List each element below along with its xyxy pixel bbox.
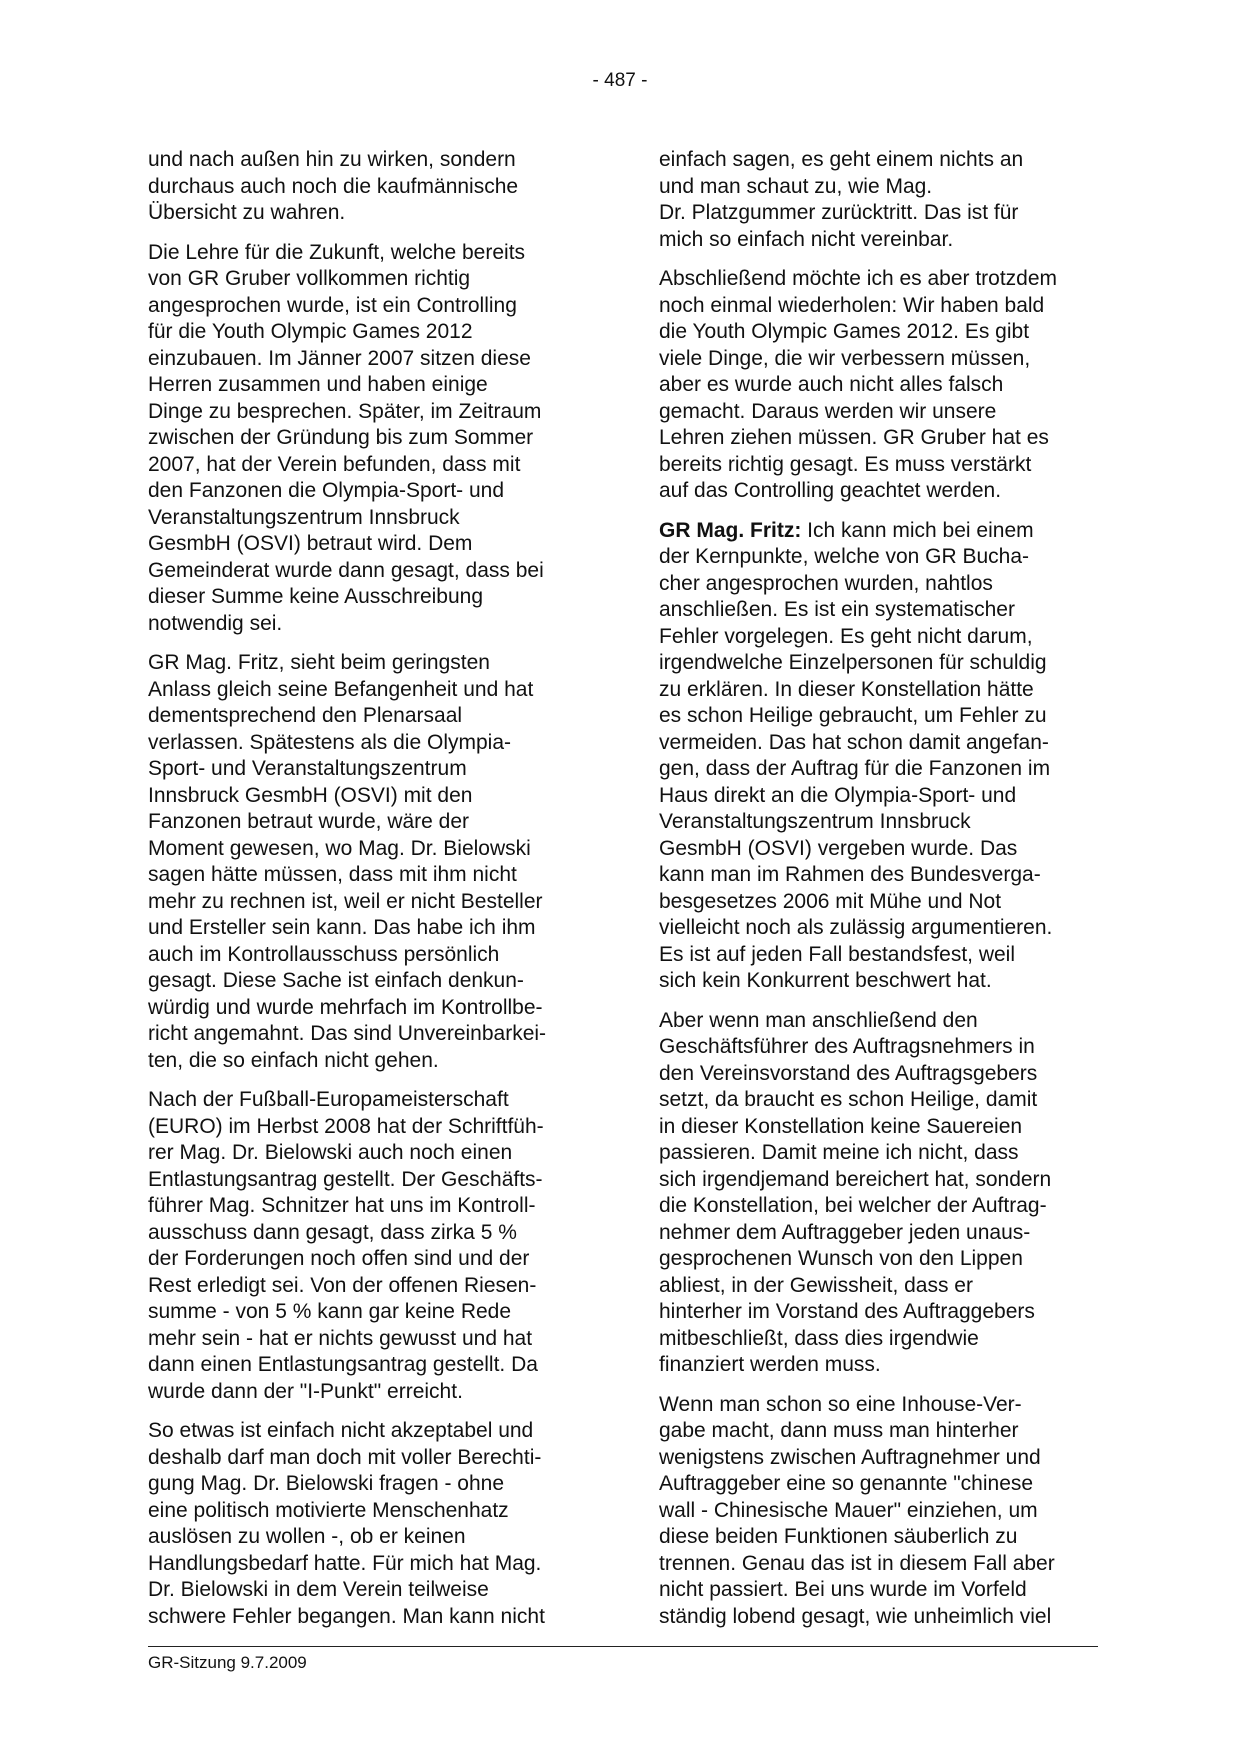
text-line: viele Dinge, die wir verbessern müssen, [659,346,1031,370]
text-line: den Vereinsvorstand des Auftragsgebers [659,1061,1038,1085]
text-line: führer Mag. Schnitzer hat uns im Kontroll- [148,1194,536,1217]
text-line: gesprochenen Wunsch von den Lippen [659,1247,1023,1270]
text-line: noch einmal wiederholen: Wir haben bald [659,293,1045,317]
text-line: gen, dass der Auftrag für die Fanzonen im [659,757,1051,780]
text-line: diese beiden Funktionen säuberlich zu [659,1525,1018,1548]
text-line: Herren zusammen und haben einige [148,373,488,396]
text-line: nehmer dem Auftraggeber jeden unaus- [659,1220,1031,1244]
text-line: anschließen. Es ist ein systematischer [659,598,1015,621]
text-line: einzubauen. Im Jänner 2007 sitzen diese [148,346,531,370]
text-line: Veranstaltungszentrum Innsbruck [148,505,460,529]
text-line: vermeiden. Das hat schon damit angefan- [659,730,1049,754]
text-line: Sport- und Veranstaltungszentrum [148,757,467,780]
text-line: Aber wenn man anschließend den [659,1008,978,1032]
paragraph [659,266,1117,505]
text-line: und Ersteller sein kann. Das habe ich ihm [148,916,536,939]
text-line: Die Lehre für die Zukunft, welche bereits [148,240,526,264]
text-line: Übersicht zu wahren. [148,201,346,224]
text-line: besgesetzes 2006 mit Mühe und Not [659,889,1002,913]
footer-session-label: GR-Sitzung 9.7.2009 [148,1653,307,1672]
text-line: irgendwelche Einzelpersonen für schuldig [659,651,1047,674]
text-line: Anlass gleich seine Befangenheit und hat [148,677,534,701]
text-line: auslösen zu wollen -, ob er keinen [148,1525,466,1548]
text-line: würdig und wurde mehrfach im Kontrollbe- [148,995,543,1019]
text-line: GR Mag. Fritz, sieht beim geringsten [148,651,490,674]
text-line: deshalb darf man doch mit voller Berechti- [148,1445,542,1469]
page-number: - 487 - [592,70,648,91]
left-column [148,147,606,1643]
text-line: trennen. Genau das ist in diesem Fall aber [659,1551,1055,1575]
text-line: ten, die so einfach nicht gehen. [148,1048,439,1072]
paragraph [148,650,606,1074]
right-column [659,147,1117,1643]
text-line: ständig lobend gesagt, wie unheimlich viel [659,1604,1052,1628]
text-line: finanziert werden muss. [659,1353,881,1376]
footer-divider [148,1646,1098,1647]
text-line: cher angesprochen wurden, nahtlos [659,571,993,595]
text-line: einfach sagen, es geht einem nichts an [659,148,1024,171]
text-line: gung Mag. Dr. Bielowski fragen - ohne [148,1472,505,1495]
text-line: nicht passiert. Bei uns wurde im Vorfeld [659,1578,1027,1601]
text-line: summe - von 5 % kann gar keine Rede [148,1300,512,1323]
text-line: die Konstellation, bei welcher der Auftrag- [659,1194,1047,1217]
text-line: mehr sein - hat er nichts gewusst und hat [148,1326,533,1350]
text-line: Lehren ziehen müssen. GR Gruber hat es [659,426,1049,449]
text-line: gabe macht, dann muss man hinterher [659,1419,1019,1442]
text-line: Innsbruck GesmbH (OSVI) mit den [148,783,473,807]
text-line: Abschließend möchte ich es aber trotzdem [659,267,1058,290]
text-line: sagen hätte müssen, dass mit ihm nicht [148,863,517,886]
paragraph [148,1087,606,1405]
text-line: und man schaut zu, wie Mag. [659,174,933,198]
text-line: es schon Heilige gebraucht, um Fehler zu [659,704,1047,727]
text-line: ausschuss dann gesagt, dass zirka 5 % [148,1220,517,1244]
text-line: schwere Fehler begangen. Man kann nicht [148,1604,545,1628]
text-line: gesagt. Diese Sache ist einfach denkun- [148,969,524,992]
text-line: (EURO) im Herbst 2008 hat der Schriftfüh- [148,1114,544,1138]
text-line: rer Mag. Dr. Bielowski auch noch einen [148,1141,513,1164]
text-line: Nach der Fußball-Europameisterschaft [148,1088,509,1111]
text-line: 2007, hat der Verein befunden, dass mit [148,452,521,476]
text-line: passieren. Damit meine ich nicht, dass [659,1141,1019,1164]
text-line: GesmbH (OSVI) betraut wird. Dem [148,532,473,555]
text-line: in dieser Konstellation keine Sauereien [659,1114,1023,1138]
text-line: für die Youth Olympic Games 2012 [148,320,473,343]
text-line: Wenn man schon so eine Inhouse-Ver- [659,1392,1022,1416]
text-line: Entlastungsantrag gestellt. Der Geschäfts- [148,1167,543,1191]
text-line: Dr. Platzgummer zurücktritt. Das ist für [659,201,1019,224]
text-line: abliest, in der Gewissheit, dass er [659,1273,973,1297]
paragraph [659,1008,1117,1379]
text-line: Fanzonen betraut wurde, wäre der [148,810,470,833]
text-line: Fehler vorgelegen. Es geht nicht darum, [659,624,1033,648]
paragraph [148,240,606,638]
text-line: wenigstens zwischen Auftragnehmer und [659,1445,1041,1469]
text-line: setzt, da braucht es schon Heilige, damit [659,1088,1038,1111]
speaker-text: Ich kann mich bei einem [801,518,1034,542]
text-line: notwendig sei. [148,611,283,635]
text-line: Es ist auf jeden Fall bestandsfest, weil [659,942,1016,966]
text-line: GesmbH (OSVI) vergeben wurde. Das [659,836,1018,860]
paragraph [148,147,606,227]
text-line: dann einen Entlastungsantrag gestellt. Da [148,1353,538,1376]
text-line: die Youth Olympic Games 2012. Es gibt [659,320,1030,343]
text-line: mitbeschließt, dass dies irgendwie [659,1326,979,1350]
text-line: zu erklären. In dieser Konstellation hätte [659,677,1034,701]
text-line: auf das Controlling geachtet werden. [659,479,1002,502]
text-line: bereits richtig gesagt. Es muss verstärkt [659,452,1032,476]
text-line: der Kernpunkte, welche von GR Bucha- [659,545,1030,568]
paragraph [659,518,1117,995]
speaker-name: GR Mag. Fritz: [659,518,802,542]
text-line: angesprochen wurde, ist ein Controlling [148,293,517,317]
text-line: durchaus auch noch die kaufmännische [148,174,519,198]
text-line: dementsprechend den Plenarsaal [148,704,463,727]
text-line: dieser Summe keine Ausschreibung [148,585,484,608]
text-line: Veranstaltungszentrum Innsbruck [659,810,971,833]
text-line: richt angemahnt. Das sind Unvereinbarkei- [148,1022,547,1045]
text-line: den Fanzonen die Olympia-Sport- und [148,479,505,502]
text-line: Auftraggeber eine so genannte "chinese [659,1472,1034,1495]
text-line: zwischen der Gründung bis zum Sommer [148,426,534,449]
text-line: eine politisch motivierte Menschenhatz [148,1498,509,1522]
paragraph [659,147,1117,253]
paragraph [148,1418,606,1630]
text-line: der Forderungen noch offen sind und der [148,1247,530,1270]
text-line: Dr. Bielowski in dem Verein teilweise [148,1578,489,1601]
text-line: Geschäftsführer des Auftragsnehmers in [659,1035,1035,1058]
paragraph [659,1392,1117,1631]
text-line: wurde dann der "I-Punkt" erreicht. [148,1379,463,1403]
text-line: Handlungsbedarf hatte. Für mich hat Mag. [148,1551,542,1575]
text-line: mehr zu rechnen ist, weil er nicht Besteller [148,889,543,913]
text-line: von GR Gruber vollkommen richtig [148,267,471,290]
text-line: Moment gewesen, wo Mag. Dr. Bielowski [148,836,531,860]
text-line: Rest erledigt sei. Von der offenen Riesen- [148,1273,537,1297]
text-line: mich so einfach nicht vereinbar. [659,227,954,251]
text-line: verlassen. Spätestens als die Olympia- [148,730,511,754]
text-line: Haus direkt an die Olympia-Sport- und [659,783,1017,807]
text-line: Dinge zu besprechen. Später, im Zeitraum [148,399,542,423]
text-line: So etwas ist einfach nicht akzeptabel und [148,1419,534,1442]
text-line: und nach außen hin zu wirken, sondern [148,148,516,171]
text-line: sich kein Konkurrent beschwert hat. [659,969,992,992]
text-line: auch im Kontrollausschuss persönlich [148,942,500,966]
text-line: kann man im Rahmen des Bundesverga- [659,863,1041,886]
text-line: vielleicht noch als zulässig argumentieren. [659,916,1053,939]
text-line: aber es wurde auch nicht alles falsch [659,373,1004,396]
text-line: hinterher im Vorstand des Auftraggebers [659,1300,1035,1323]
text-line: sich irgendjemand bereichert hat, sondern [659,1167,1052,1191]
text-line: gemacht. Daraus werden wir unsere [659,399,997,423]
text-line: Gemeinderat wurde dann gesagt, dass bei [148,558,544,582]
text-line [659,518,1117,545]
text-line: wall - Chinesische Mauer" einziehen, um [659,1498,1038,1522]
